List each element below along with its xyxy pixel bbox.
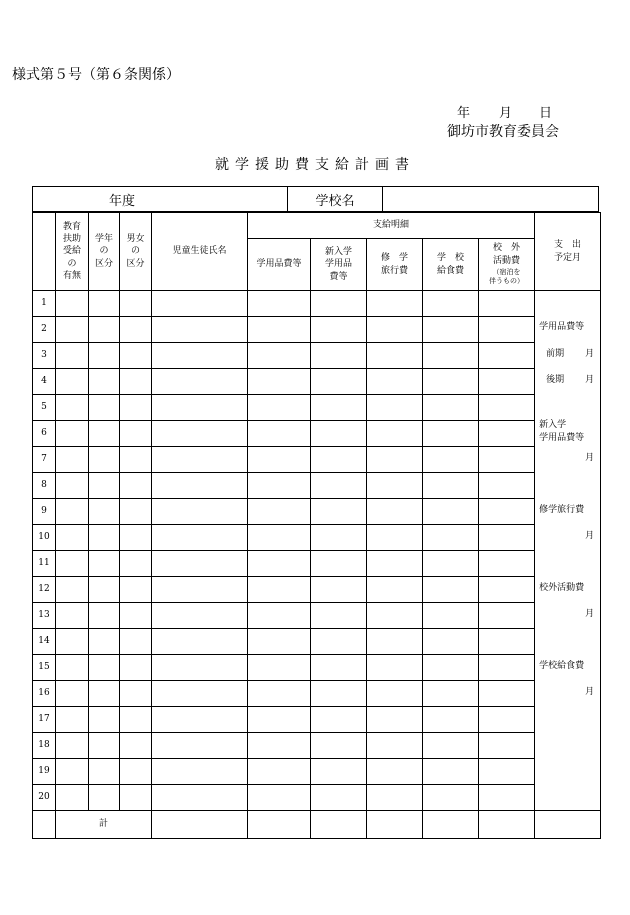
table-row [33, 499, 601, 525]
total-cell-trip[interactable] [367, 811, 423, 839]
row-number: 12 [33, 577, 56, 603]
cell-lunch[interactable] [423, 603, 479, 629]
cell-gender[interactable] [120, 707, 152, 733]
cell-grade[interactable] [89, 551, 120, 577]
cell-supplies[interactable] [248, 343, 311, 369]
cell-name[interactable] [152, 759, 248, 785]
cell-aid[interactable] [56, 447, 89, 473]
table-row [33, 785, 601, 811]
header-student-name: 児童生徒氏名 [152, 213, 248, 291]
cell-gender[interactable] [120, 655, 152, 681]
header-gender: 男女 の 区分 [120, 213, 152, 291]
cell-lunch[interactable] [423, 499, 479, 525]
form-number: 様式第５号（第６条関係） [12, 67, 180, 83]
cell-outside[interactable] [479, 551, 535, 577]
cell-lunch[interactable] [423, 733, 479, 759]
cell-trip[interactable] [367, 525, 423, 551]
total-cell-outside[interactable] [479, 811, 535, 839]
cell-grade[interactable] [89, 395, 120, 421]
cell-aid[interactable] [56, 525, 89, 551]
cell-name[interactable] [152, 447, 248, 473]
cell-new-supplies[interactable] [311, 473, 367, 499]
cell-new-supplies[interactable] [311, 551, 367, 577]
cell-outside[interactable] [479, 707, 535, 733]
total-blank [33, 811, 56, 839]
cell-outside[interactable] [479, 681, 535, 707]
schedule-second-term: 後期 [546, 375, 565, 385]
plan-table [32, 212, 601, 839]
cell-grade[interactable] [89, 577, 120, 603]
cell-trip[interactable] [367, 785, 423, 811]
cell-name[interactable] [152, 395, 248, 421]
cell-gender[interactable] [120, 395, 152, 421]
table-row [33, 733, 601, 759]
cell-grade[interactable] [89, 525, 120, 551]
table-row [33, 395, 601, 421]
cell-lunch[interactable] [423, 681, 479, 707]
cell-trip[interactable] [367, 343, 423, 369]
row-number: 7 [33, 447, 56, 473]
cell-name[interactable] [152, 733, 248, 759]
schedule-first-term-month: 月 [585, 349, 595, 359]
cell-outside[interactable] [479, 369, 535, 395]
school-name-field[interactable] [383, 187, 598, 211]
cell-grade[interactable] [89, 707, 120, 733]
cell-grade[interactable] [89, 473, 120, 499]
date-day: 日 [539, 106, 553, 121]
payment-schedule-list [535, 291, 600, 809]
cell-trip[interactable] [367, 681, 423, 707]
cell-name[interactable] [152, 629, 248, 655]
cell-new-supplies[interactable] [311, 655, 367, 681]
total-label: 計 [56, 811, 152, 839]
cell-gender[interactable] [120, 317, 152, 343]
table-row [33, 759, 601, 785]
cell-lunch[interactable] [423, 395, 479, 421]
cell-name[interactable] [152, 577, 248, 603]
cell-supplies[interactable] [248, 681, 311, 707]
cell-supplies[interactable] [248, 629, 311, 655]
header-grade: 学年 の 区分 [89, 213, 120, 291]
cell-trip[interactable] [367, 447, 423, 473]
cell-gender[interactable] [120, 499, 152, 525]
schedule-new-supplies-2: 学用品費等 [539, 433, 585, 443]
row-number: 2 [33, 317, 56, 343]
cell-aid[interactable] [56, 681, 89, 707]
cell-new-supplies[interactable] [311, 395, 367, 421]
cell-lunch[interactable] [423, 343, 479, 369]
cell-aid[interactable] [56, 317, 89, 343]
cell-aid[interactable] [56, 499, 89, 525]
table-row [33, 525, 601, 551]
cell-supplies[interactable] [248, 499, 311, 525]
cell-outside[interactable] [479, 291, 535, 317]
header-row-1 [33, 213, 601, 239]
cell-trip[interactable] [367, 577, 423, 603]
schedule-trip-month: 月 [585, 531, 595, 541]
header-trip: 修 学 旅行費 [367, 239, 423, 291]
cell-trip[interactable] [367, 499, 423, 525]
cell-gender[interactable] [120, 551, 152, 577]
cell-outside[interactable] [479, 447, 535, 473]
total-cell-new-supplies[interactable] [311, 811, 367, 839]
cell-grade[interactable] [89, 369, 120, 395]
cell-aid[interactable] [56, 603, 89, 629]
row-number: 18 [33, 733, 56, 759]
cell-lunch[interactable] [423, 421, 479, 447]
student-rows [33, 291, 601, 811]
cell-outside[interactable] [479, 525, 535, 551]
cell-name[interactable] [152, 603, 248, 629]
cell-supplies[interactable] [248, 785, 311, 811]
row-number: 5 [33, 395, 56, 421]
date-year: 年 [457, 106, 471, 121]
cell-outside[interactable] [479, 577, 535, 603]
cell-name[interactable] [152, 343, 248, 369]
cell-supplies[interactable] [248, 707, 311, 733]
cell-gender[interactable] [120, 629, 152, 655]
cell-grade[interactable] [89, 603, 120, 629]
cell-new-supplies[interactable] [311, 421, 367, 447]
cell-lunch[interactable] [423, 759, 479, 785]
schedule-outside: 校外活動費 [539, 583, 585, 593]
cell-trip[interactable] [367, 603, 423, 629]
cell-aid[interactable] [56, 733, 89, 759]
cell-grade[interactable] [89, 291, 120, 317]
cell-aid[interactable] [56, 291, 89, 317]
cell-supplies[interactable] [248, 473, 311, 499]
total-cell-supplies[interactable] [248, 811, 311, 839]
header-new-supplies: 新入学 学用品 費等 [311, 239, 367, 291]
cell-trip[interactable] [367, 291, 423, 317]
cell-outside[interactable] [479, 603, 535, 629]
cell-outside[interactable] [479, 629, 535, 655]
header-breakdown: 支給明細 [248, 213, 535, 239]
cell-aid[interactable] [56, 395, 89, 421]
schedule-lunch-month: 月 [585, 687, 595, 697]
cell-grade[interactable] [89, 421, 120, 447]
cell-lunch[interactable] [423, 473, 479, 499]
cell-grade[interactable] [89, 759, 120, 785]
cell-aid[interactable] [56, 655, 89, 681]
total-row [33, 811, 601, 839]
row-number: 15 [33, 655, 56, 681]
cell-new-supplies[interactable] [311, 629, 367, 655]
cell-outside[interactable] [479, 759, 535, 785]
cell-name[interactable] [152, 525, 248, 551]
cell-supplies[interactable] [248, 655, 311, 681]
cell-name[interactable] [152, 421, 248, 447]
cell-new-supplies[interactable] [311, 733, 367, 759]
table-row [33, 629, 601, 655]
schedule-trip: 修学旅行費 [539, 505, 585, 515]
cell-trip[interactable] [367, 317, 423, 343]
cell-name[interactable] [152, 681, 248, 707]
cell-outside[interactable] [479, 421, 535, 447]
date-month: 月 [499, 106, 513, 121]
cell-gender[interactable] [120, 447, 152, 473]
payment-schedule [535, 291, 601, 811]
cell-aid[interactable] [56, 421, 89, 447]
fiscal-year-label: 年度 [109, 193, 136, 209]
cell-trip[interactable] [367, 629, 423, 655]
cell-supplies[interactable] [248, 447, 311, 473]
cell-outside[interactable] [479, 317, 535, 343]
schedule-lunch: 学校給食費 [539, 661, 585, 671]
cell-trip[interactable] [367, 421, 423, 447]
cell-new-supplies[interactable] [311, 603, 367, 629]
cell-trip[interactable] [367, 551, 423, 577]
total-cell-payment[interactable] [535, 811, 601, 839]
cell-supplies[interactable] [248, 369, 311, 395]
cell-gender[interactable] [120, 603, 152, 629]
cell-supplies[interactable] [248, 317, 311, 343]
cell-grade[interactable] [89, 655, 120, 681]
cell-lunch[interactable] [423, 577, 479, 603]
cell-grade[interactable] [89, 343, 120, 369]
cell-grade[interactable] [89, 733, 120, 759]
table-row [33, 369, 601, 395]
cell-lunch[interactable] [423, 551, 479, 577]
cell-grade[interactable] [89, 629, 120, 655]
table-row [33, 343, 601, 369]
cell-aid[interactable] [56, 343, 89, 369]
cell-aid[interactable] [56, 551, 89, 577]
row-number: 16 [33, 681, 56, 707]
row-number: 3 [33, 343, 56, 369]
header-number [33, 213, 56, 291]
schedule-outside-month: 月 [585, 609, 595, 619]
cell-grade[interactable] [89, 681, 120, 707]
cell-new-supplies[interactable] [311, 759, 367, 785]
header-payment-month: 支 出 予定月 [535, 213, 601, 291]
table-row [33, 681, 601, 707]
cell-outside[interactable] [479, 343, 535, 369]
document-title: 就学援助費支給計画書 [215, 157, 415, 173]
row-number: 9 [33, 499, 56, 525]
issuer: 御坊市教育委員会 [447, 124, 559, 140]
row-number: 1 [33, 291, 56, 317]
cell-outside[interactable] [479, 499, 535, 525]
cell-supplies[interactable] [248, 759, 311, 785]
cell-lunch[interactable] [423, 291, 479, 317]
cell-gender[interactable] [120, 681, 152, 707]
date-line [457, 102, 552, 121]
row-number: 6 [33, 421, 56, 447]
cell-outside[interactable] [479, 395, 535, 421]
row-number: 17 [33, 707, 56, 733]
cell-new-supplies[interactable] [311, 525, 367, 551]
cell-name[interactable] [152, 369, 248, 395]
header-supplies: 学用品費等 [248, 239, 311, 291]
cell-lunch[interactable] [423, 707, 479, 733]
cell-grade[interactable] [89, 317, 120, 343]
row-number: 20 [33, 785, 56, 811]
header-box [32, 186, 599, 212]
cell-gender[interactable] [120, 421, 152, 447]
cell-new-supplies[interactable] [311, 369, 367, 395]
cell-aid[interactable] [56, 707, 89, 733]
schedule-new-supplies-month: 月 [585, 453, 595, 463]
cell-grade[interactable] [89, 447, 120, 473]
cell-name[interactable] [152, 707, 248, 733]
cell-new-supplies[interactable] [311, 343, 367, 369]
table-row [33, 447, 601, 473]
total-cell-name[interactable] [152, 811, 248, 839]
cell-grade[interactable] [89, 785, 120, 811]
cell-outside[interactable] [479, 733, 535, 759]
cell-lunch[interactable] [423, 525, 479, 551]
cell-gender[interactable] [120, 759, 152, 785]
cell-new-supplies[interactable] [311, 499, 367, 525]
cell-name[interactable] [152, 291, 248, 317]
cell-trip[interactable] [367, 655, 423, 681]
cell-lunch[interactable] [423, 785, 479, 811]
cell-supplies[interactable] [248, 421, 311, 447]
table-row [33, 291, 601, 317]
table-row [33, 317, 601, 343]
cell-lunch[interactable] [423, 369, 479, 395]
cell-new-supplies[interactable] [311, 447, 367, 473]
cell-gender[interactable] [120, 785, 152, 811]
cell-gender[interactable] [120, 733, 152, 759]
cell-trip[interactable] [367, 759, 423, 785]
cell-new-supplies[interactable] [311, 577, 367, 603]
cell-supplies[interactable] [248, 603, 311, 629]
school-name-label: 学校名 [287, 187, 383, 211]
table-row [33, 421, 601, 447]
table-row [33, 473, 601, 499]
cell-aid[interactable] [56, 577, 89, 603]
cell-trip[interactable] [367, 707, 423, 733]
cell-supplies[interactable] [248, 551, 311, 577]
cell-name[interactable] [152, 317, 248, 343]
cell-trip[interactable] [367, 369, 423, 395]
cell-name[interactable] [152, 655, 248, 681]
cell-gender[interactable] [120, 369, 152, 395]
cell-name[interactable] [152, 785, 248, 811]
cell-aid[interactable] [56, 759, 89, 785]
cell-aid[interactable] [56, 629, 89, 655]
cell-gender[interactable] [120, 343, 152, 369]
fiscal-year-field[interactable] [33, 187, 287, 211]
cell-aid[interactable] [56, 369, 89, 395]
cell-new-supplies[interactable] [311, 785, 367, 811]
row-number: 8 [33, 473, 56, 499]
cell-aid[interactable] [56, 785, 89, 811]
cell-aid[interactable] [56, 473, 89, 499]
cell-supplies[interactable] [248, 733, 311, 759]
cell-lunch[interactable] [423, 317, 479, 343]
cell-supplies[interactable] [248, 395, 311, 421]
cell-outside[interactable] [479, 785, 535, 811]
table-row [33, 707, 601, 733]
cell-gender[interactable] [120, 525, 152, 551]
cell-gender[interactable] [120, 577, 152, 603]
cell-supplies[interactable] [248, 525, 311, 551]
cell-new-supplies[interactable] [311, 291, 367, 317]
schedule-supplies: 学用品費等 [539, 322, 585, 332]
header-lunch: 学 校 給食費 [423, 239, 479, 291]
header-aid-status: 教育 扶助 受給 の 有無 [56, 213, 89, 291]
cell-trip[interactable] [367, 395, 423, 421]
cell-new-supplies[interactable] [311, 707, 367, 733]
cell-lunch[interactable] [423, 447, 479, 473]
cell-new-supplies[interactable] [311, 317, 367, 343]
cell-name[interactable] [152, 473, 248, 499]
row-number: 14 [33, 629, 56, 655]
cell-new-supplies[interactable] [311, 681, 367, 707]
cell-gender[interactable] [120, 291, 152, 317]
cell-grade[interactable] [89, 499, 120, 525]
schedule-new-supplies-1: 新入学 [539, 420, 567, 430]
row-number: 19 [33, 759, 56, 785]
total-cell-lunch[interactable] [423, 811, 479, 839]
cell-trip[interactable] [367, 473, 423, 499]
cell-name[interactable] [152, 499, 248, 525]
row-number: 4 [33, 369, 56, 395]
table-row [33, 551, 601, 577]
schedule-second-term-month: 月 [585, 375, 595, 385]
schedule-first-term: 前期 [546, 349, 565, 359]
row-number: 11 [33, 551, 56, 577]
table-row [33, 655, 601, 681]
cell-trip[interactable] [367, 733, 423, 759]
cell-outside[interactable] [479, 473, 535, 499]
cell-supplies[interactable] [248, 291, 311, 317]
table-row [33, 603, 601, 629]
table-row [33, 577, 601, 603]
cell-lunch[interactable] [423, 629, 479, 655]
cell-outside[interactable] [479, 655, 535, 681]
row-number: 13 [33, 603, 56, 629]
row-number: 10 [33, 525, 56, 551]
cell-name[interactable] [152, 551, 248, 577]
header-outside: 校 外 活動費 （宿泊を 伴うもの） [479, 239, 535, 291]
cell-lunch[interactable] [423, 655, 479, 681]
cell-gender[interactable] [120, 473, 152, 499]
cell-supplies[interactable] [248, 577, 311, 603]
